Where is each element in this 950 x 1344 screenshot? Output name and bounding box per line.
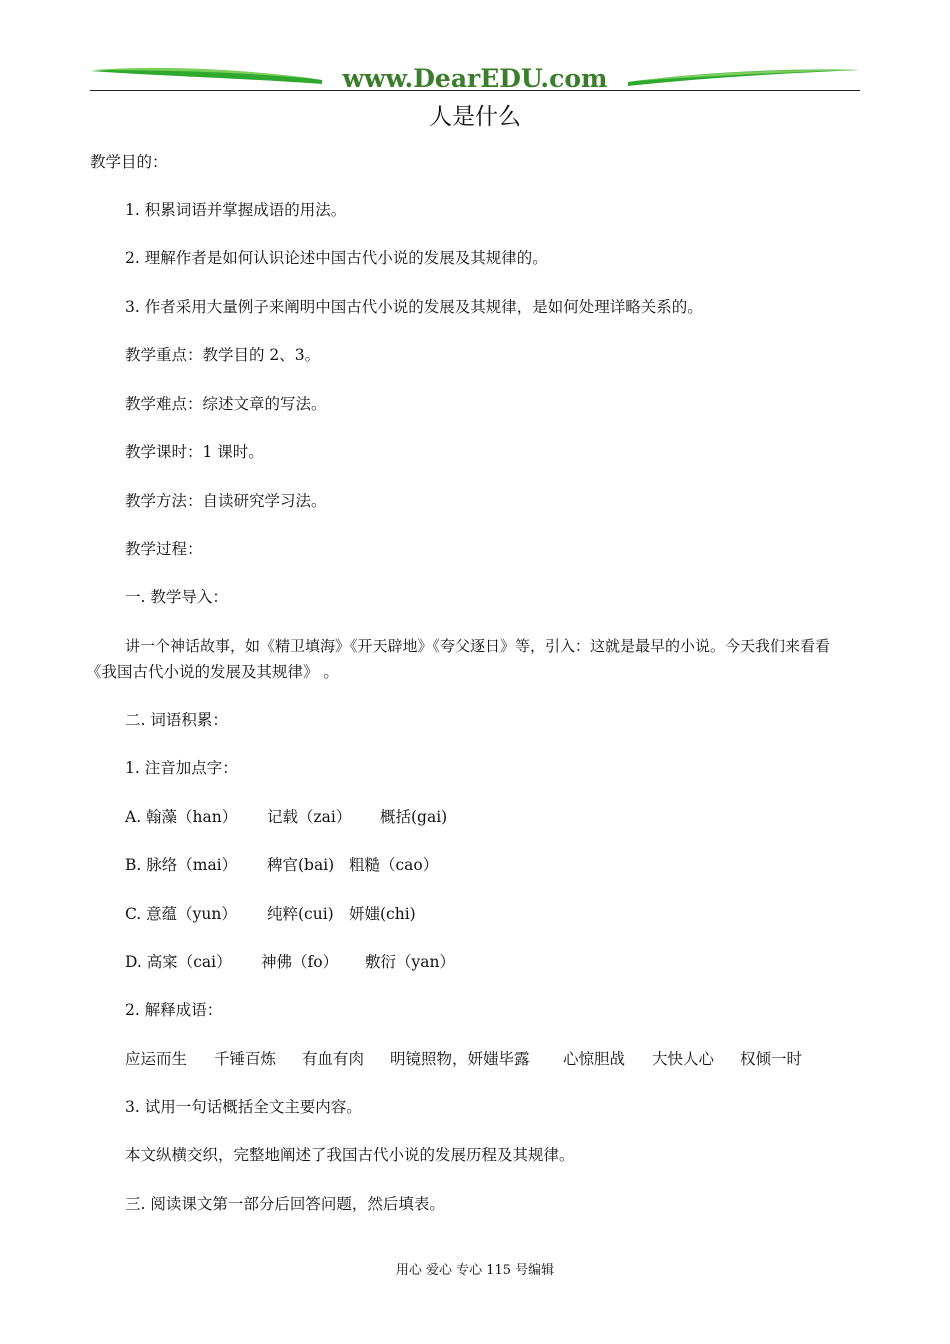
question-2: 2. 解释成语： — [125, 1001, 223, 1019]
objective-2: 2. 理解作者是如何认识论述中国古代小说的发展及其规律的。 — [125, 249, 548, 267]
idiom-item: 明镜照物，妍媸毕露 — [390, 1050, 530, 1068]
option-b-item: 粗糙（cao） — [349, 856, 439, 874]
option-a-item: 记载（zai） — [267, 808, 352, 826]
teaching-method: 教学方法：自读研究学习法。 — [125, 492, 327, 510]
option-c-item: 纯粹(cui) — [267, 905, 334, 923]
idiom-item: 千锤百炼 — [214, 1050, 277, 1068]
option-c-item: C. 意蕴（yun） — [125, 905, 237, 923]
option-d-item: 神佛（fo） — [261, 953, 339, 971]
option-a-item: A. 翰藻（han） — [125, 808, 238, 826]
question-1: 1. 注音加点字： — [125, 759, 238, 777]
objective-3: 3. 作者采用大量例子来阐明中国古代小说的发展及其规律，是如何处理详略关系的。 — [125, 298, 703, 316]
site-logo-text: www.DearEDU.com — [342, 64, 608, 93]
class-hours: 教学课时：1 课时。 — [125, 443, 264, 461]
option-a-item: 概括(gai) — [380, 808, 448, 826]
question-3: 3. 试用一句话概括全文主要内容。 — [125, 1098, 362, 1116]
section-2-heading: 二. 词语积累： — [125, 711, 228, 729]
objective-1: 1. 积累词语并掌握成语的用法。 — [125, 201, 347, 219]
objectives-heading: 教学目的： — [90, 153, 168, 171]
option-b-item: B. 脉络（mai） — [125, 856, 238, 874]
idiom-item: 有血有肉 — [302, 1050, 365, 1068]
option-b-item: 稗官(bai) — [267, 856, 335, 874]
difficulty: 教学难点：综述文章的写法。 — [125, 395, 327, 413]
idiom-item: 大快人心 — [652, 1050, 715, 1068]
intro-paragraph-line-1: 讲一个神话故事，如《精卫填海》《开天辟地》《夸父逐日》等，引入：这就是最早的小说。今天我们来看看 — [125, 637, 831, 655]
page-footer: 用心 爱心 专心 115 号编辑 — [395, 1263, 555, 1278]
option-d-item: D. 高寀（cai） — [125, 953, 232, 971]
section-1-heading: 一. 教学导入： — [125, 588, 228, 606]
idiom-item: 心惊胆战 — [563, 1050, 626, 1068]
intro-paragraph-line-2: 《我国古代小说的发展及其规律》 。 — [86, 663, 339, 681]
key-points: 教学重点：教学目的 2、3。 — [125, 346, 321, 364]
section-3-heading: 三. 阅读课文第一部分后回答问题，然后填表。 — [125, 1195, 445, 1213]
option-d-item: 敷衍（yan） — [365, 953, 455, 971]
idiom-item: 权倾一时 — [740, 1050, 803, 1068]
answer-3: 本文纵横交织，完整地阐述了我国古代小说的发展历程及其规律。 — [125, 1146, 575, 1164]
header-rule — [90, 90, 860, 91]
option-c-item: 妍媸(chi) — [349, 905, 416, 923]
teaching-process: 教学过程： — [125, 540, 203, 558]
page-title: 人是什么 — [429, 104, 521, 130]
idiom-item: 应运而生 — [125, 1050, 188, 1068]
